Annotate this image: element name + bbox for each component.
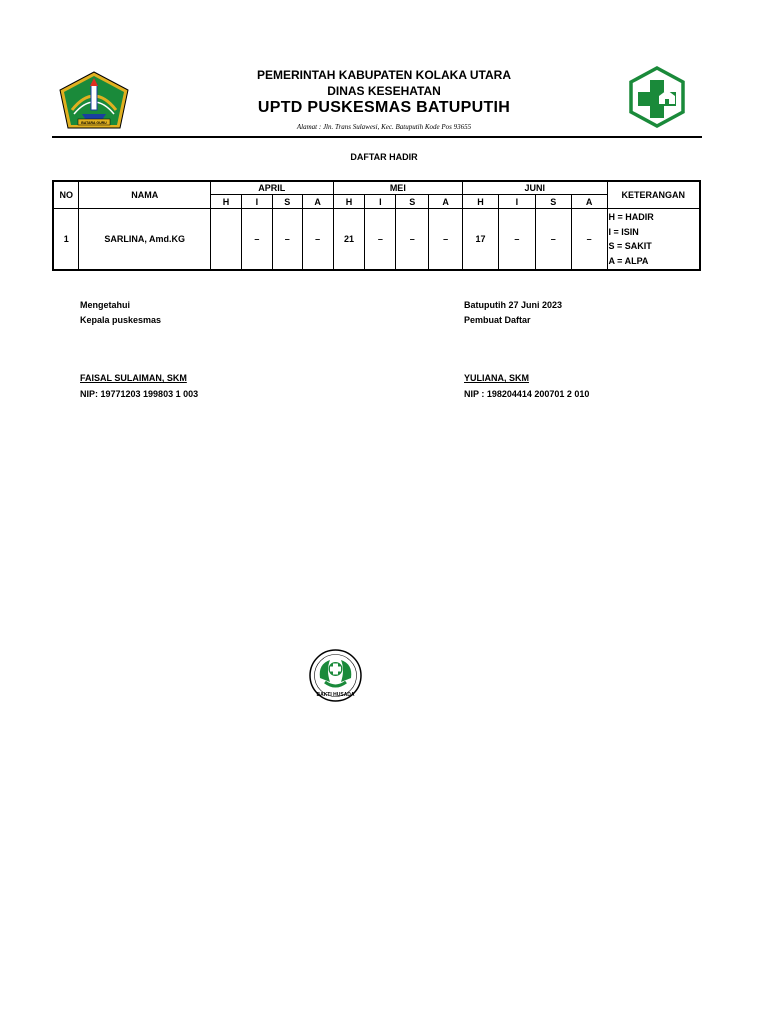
cell-juni-h: 17 [463, 209, 499, 271]
puskesmas-logo-icon [628, 66, 686, 128]
letterhead [0, 0, 768, 140]
cell-mei-i: – [365, 209, 396, 271]
kop-line-1: PEMERINTAH KABUPATEN KOLAKA UTARA [257, 68, 511, 82]
keterangan-legend [607, 209, 700, 271]
header-divider [52, 136, 702, 138]
cell-juni-s: – [535, 209, 571, 271]
legend-sakit: S = SAKIT [608, 241, 652, 251]
kolaka-utara-logo-icon [58, 70, 130, 132]
row-no: 1 [53, 209, 79, 271]
sub-i: I [241, 195, 272, 209]
kop-address: Alamat : Jln. Trans Sulawesi, Kec. Batuputih Kode Pos 93655 [296, 123, 472, 131]
col-nama-header: NAMA [79, 181, 211, 209]
cell-mei-s: – [396, 209, 429, 271]
sub-h: H [333, 195, 365, 209]
month-juni-header: JUNI [463, 181, 607, 195]
col-no-header: NO [53, 181, 79, 209]
sub-i: I [365, 195, 396, 209]
cell-mei-h: 21 [333, 209, 365, 271]
table-header-row [53, 181, 700, 195]
sub-h: H [211, 195, 242, 209]
attendance-table [52, 180, 701, 271]
sub-s: S [272, 195, 302, 209]
sig-left-label1: Mengetahui [80, 300, 131, 310]
sig-left-nip: NIP: 19771203 199803 1 003 [80, 389, 199, 399]
sub-s: S [396, 195, 429, 209]
sub-i: I [498, 195, 535, 209]
legend-isin: I = ISIN [608, 226, 639, 237]
cell-april-s: – [272, 209, 302, 271]
sig-right-label1: Batuputih 27 Juni 2023 [464, 300, 563, 310]
sig-right-name: YULIANA, SKM [464, 373, 529, 383]
cell-juni-a: – [571, 209, 607, 271]
cell-juni-i: – [498, 209, 535, 271]
month-mei-header: MEI [333, 181, 463, 195]
legend-alpa: A = ALPA [608, 255, 649, 266]
cell-april-h [211, 209, 242, 271]
svg-text:BATARA GURU: BATARA GURU [81, 121, 107, 125]
kop-line-2: DINAS KESEHATAN [327, 84, 441, 98]
sub-a: A [302, 195, 333, 209]
sub-a: A [571, 195, 607, 209]
sig-left-label2: Kepala puskesmas [80, 315, 162, 325]
month-april-header: APRIL [211, 181, 334, 195]
cell-mei-a: – [429, 209, 463, 271]
sig-right-nip: NIP : 198204414 200701 2 010 [464, 389, 590, 399]
col-keterangan-header: KETERANGAN [607, 181, 700, 209]
bakti-husada-stamp-icon [308, 648, 363, 703]
cell-april-a: – [302, 209, 333, 271]
cell-april-i: – [241, 209, 272, 271]
sub-a: A [429, 195, 463, 209]
stamp-text: BAKTI HUSADA [316, 692, 355, 698]
sub-h: H [463, 195, 499, 209]
sig-left-name: FAISAL SULAIMAN, SKM [80, 373, 187, 383]
document-title: DAFTAR HADIR [350, 152, 418, 162]
table-row [53, 209, 700, 271]
row-nama: SARLINA, Amd.KG [79, 209, 211, 271]
sub-s: S [535, 195, 571, 209]
kop-line-3: UPTD PUSKESMAS BATUPUTIH [257, 99, 511, 116]
sig-right-label2: Pembuat Daftar [464, 315, 531, 325]
legend-hadir: H = HADIR [608, 212, 654, 222]
